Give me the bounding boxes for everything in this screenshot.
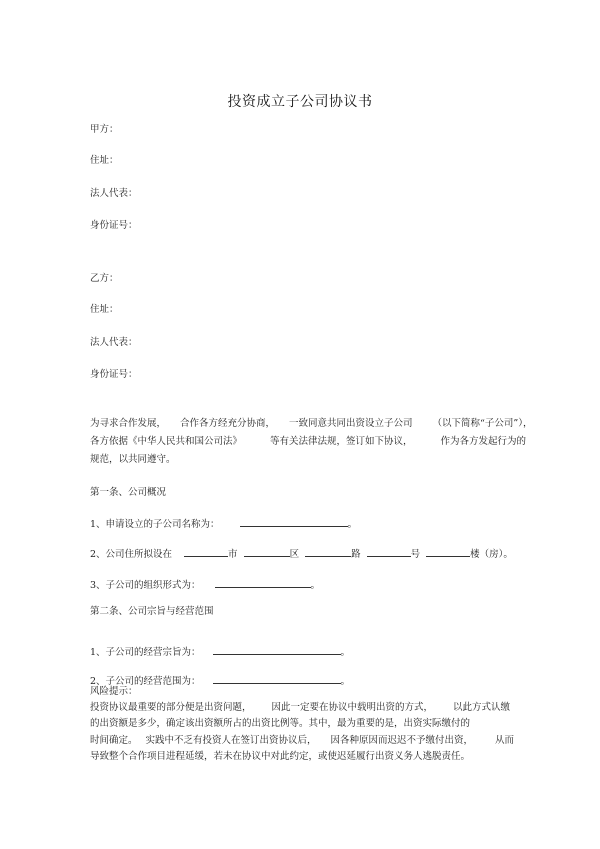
risk-text: 投资协议最重要的部分便是出资问题，	[90, 702, 252, 713]
article-2-item-1	[90, 644, 350, 659]
party-b-label: 乙方：	[90, 273, 119, 284]
item-label: 1、子公司的经营宗旨为：	[90, 647, 201, 658]
party-a-label: 甲方：	[90, 124, 119, 135]
preamble-text: 等有关法律法规，签订如下协议，	[270, 436, 413, 447]
article-2-heading: 第二条、公司宗旨与经营范围	[90, 606, 214, 617]
period-text: 。	[347, 519, 358, 530]
article-1-item-2	[90, 546, 513, 561]
unit-text: 楼（房）。	[470, 549, 513, 560]
business-purpose-blank[interactable]	[213, 644, 341, 655]
risk-line-4: 导致整个合作项目进程延缓，若未在协议中对此约定，或使迟延履行出资义务人逃脱责任。	[90, 751, 471, 762]
preamble-line-1	[90, 418, 533, 430]
preamble-text: （以下简称“子公司”），	[432, 418, 533, 429]
org-form-blank[interactable]	[215, 577, 311, 588]
period-text: 。	[340, 676, 351, 687]
party-b-address: 住址：	[90, 304, 119, 315]
risk-text: 因此一定要在协议中载明出资的方式，	[271, 702, 434, 713]
party-a-legal-rep: 法人代表：	[90, 188, 138, 199]
article-1-heading: 第一条、公司概况	[90, 487, 167, 498]
preamble-text: 各方依据《中华人民共和国公司法》	[90, 436, 243, 447]
risk-text: 时间确定。	[90, 735, 138, 746]
preamble-line-3: 规范，以共同遵守。	[90, 454, 176, 465]
period-text: 。	[340, 647, 351, 658]
building-blank[interactable]	[426, 546, 470, 557]
unit-text: 市	[228, 549, 238, 560]
risk-heading: 风险提示：	[90, 686, 138, 697]
party-a-address: 住址：	[90, 155, 119, 166]
risk-line-1	[90, 702, 510, 714]
period-text: 。	[310, 580, 321, 591]
preamble-text: 为寻求合作发展，	[90, 418, 167, 429]
document-title: 投资成立子公司协议书	[227, 94, 373, 110]
party-a-id-no: 身份证号：	[90, 220, 138, 231]
article-1-item-1	[90, 516, 357, 531]
preamble-line-2	[90, 436, 526, 448]
unit-text: 路	[351, 549, 361, 560]
item-label: 2、公司住所拟设在	[90, 549, 173, 560]
risk-line-2: 的出资额是多少，确定该出资额所占的出资比例等。其中，最为重要的是，出资实际缴付的	[90, 718, 471, 729]
business-scope-blank[interactable]	[213, 673, 341, 684]
unit-text: 号	[410, 549, 421, 560]
preamble-text: 作为各方发起行为的	[440, 436, 527, 447]
party-b-id-no: 身份证号：	[90, 369, 138, 380]
risk-line-3	[90, 735, 514, 747]
risk-text: 实践中不乏有投资人在签订出资协议后，	[145, 735, 317, 746]
risk-text: 因各种原因而迟迟不予缴付出资，	[330, 735, 474, 746]
number-blank[interactable]	[367, 546, 411, 557]
road-blank[interactable]	[305, 546, 351, 557]
item-label: 1、申请设立的子公司名称为：	[90, 519, 220, 530]
unit-text: 区	[289, 549, 300, 560]
preamble-text: 一致同意共同出资设立子公司	[289, 418, 413, 429]
risk-text: 从而	[495, 735, 515, 746]
article-1-item-3	[90, 577, 320, 592]
item-label: 3、子公司的组织形式为：	[90, 580, 201, 591]
party-b-legal-rep: 法人代表：	[90, 337, 138, 348]
district-blank[interactable]	[244, 546, 290, 557]
city-blank[interactable]	[184, 546, 228, 557]
preamble-text: 合作各方经充分协商，	[180, 418, 276, 429]
risk-text: 以此方式认缴	[453, 702, 511, 713]
company-name-blank[interactable]	[240, 516, 348, 527]
item-label: 2、子公司的经营范围为：	[90, 676, 201, 687]
